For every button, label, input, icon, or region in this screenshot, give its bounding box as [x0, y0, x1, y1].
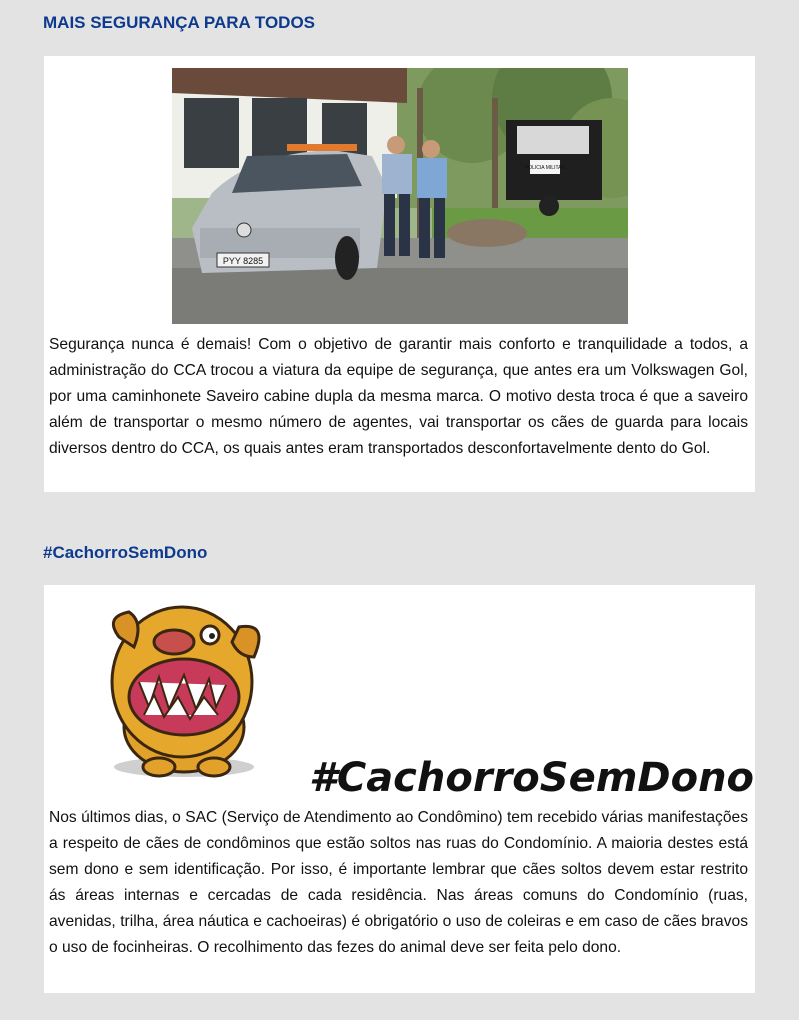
dog-body-text: Nos últimos dias, o SAC (Serviço de Atendimento ao Condômino) tem recebido várias manifestações a respeito de cães de condôminos que estão soltos nas ruas do Condomínio. A maioria destes está sem dono e sem identificação. Por isso, é importante lembrar que cães soltos devem estar restrito ás áreas internas e cercadas de cada residência. Nas áreas comuns do Condomínio (ruas, avenidas, trilha, área náutica e cachoeiras) é obrigatório o uso de coleiras e em caso de cães bravos o uso de focinheiras. O recolhimento das fezes do animal deve ser feita pelo dono.	[49, 809, 748, 956]
security-vehicle-photo	[172, 68, 628, 324]
license-plate: PYY 8285	[222, 256, 264, 266]
section-title-security: MAIS SEGURANÇA PARA TODOS	[43, 13, 316, 32]
cachorro-sem-dono-hashtag: #CachorroSemDono	[309, 755, 755, 801]
security-card	[44, 56, 755, 492]
trailer-sign: POLICIA MILITAR	[524, 165, 566, 171]
section-title-dog: #CachorroSemDono	[43, 543, 208, 562]
dog-card	[44, 585, 755, 993]
security-body-text: Segurança nunca é demais! Com o objetivo de garantir mais conforto e tranquilidade a todos, a administração do CCA trocou a viatura da equipe de segurança, que antes era um Volkswagen Gol, por uma caminhonete Saveiro cabine dupla da mesma marca. O motivo desta troca é que a saveiro além de transportar o mesmo número de agentes, vai transportar os cães de guarda para locais diversos dentro do CCA, os quais antes eram transportados desconfortavelmente dento do Gol.	[49, 336, 748, 457]
angry-dog-illustration	[104, 597, 755, 802]
